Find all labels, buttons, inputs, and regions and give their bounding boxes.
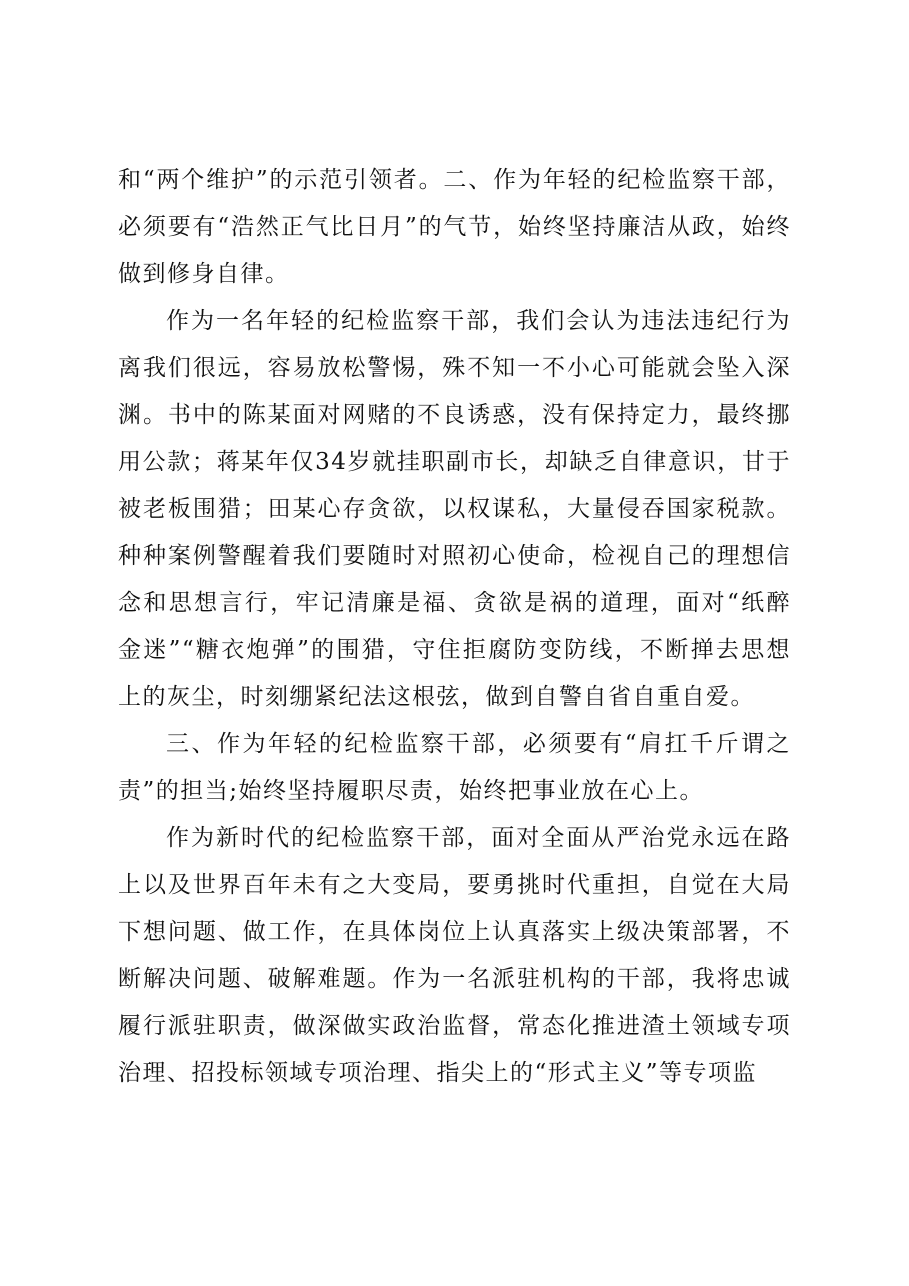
paragraph-4: 作为新时代的纪检监察干部，面对全面从严治党永远在路上以及世界百年未有之大变局，要勇挑时代重担，自觉在大局下想问题、做工作，在具体岗位上认真落实上级决策部署，不断解决问题、破解难题。作为一名派驻机构的干部，我将忠诚履行派驻职责，做深做实政治监督，常态化推进渣土领域专项治理、招投标领域专项治理、指尖上的“形式主义”等专项监 <box>118 825 791 1086</box>
paragraph-1: 和“两个维护”的示范引领者。二、作为年轻的纪检监察干部，必须要有“浩然正气比日月”的气节，始终坚持廉洁从政，始终做到修身自律。 <box>118 167 791 287</box>
paragraph-2: 作为一名年轻的纪检监察干部，我们会认为违法违纪行为离我们很远，容易放松警惕，殊不知一不小心可能就会坠入深渊。书中的陈某面对网赌的不良诱惑，没有保持定力，最终挪用公款；蒋某年仅34岁就挂职副市长，却缺乏自律意识，甘于被老板围猎；田某心存贪欲，以权谋私，大量侵吞国家税款。种种案例警醒着我们要随时对照初心使命，检视自己的理想信念和思想言行，牢记清廉是福、贪欲是祸的道理，面对“纸醉金迷”“糖衣炮弹”的围猎，守住拒腐防变防线，不断掸去思想上的灰尘，时刻绷紧纪法这根弦，做到自警自省自重自爱。 <box>118 308 791 710</box>
document-body <box>118 157 791 1097</box>
paragraph-3: 三、作为年轻的纪检监察干部，必须要有“肩扛千斤谓之责”的担当;始终坚持履职尽责，始终把事业放在心上。 <box>118 731 791 804</box>
